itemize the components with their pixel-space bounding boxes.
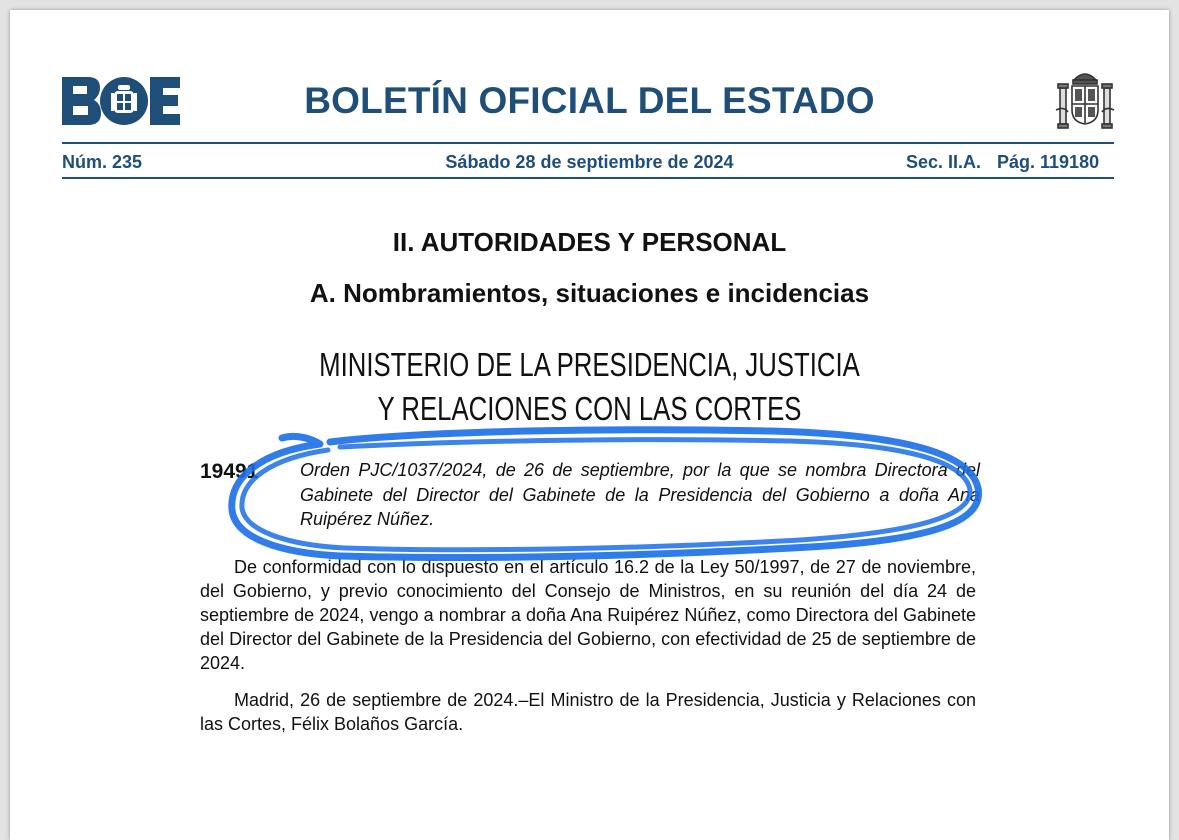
order-body: De conformidad con lo dispuesto en el artículo 16.2 de la Ley 50/1997, de 27 de noviembre, del Gobierno, y previo conocimiento del Consejo de Ministros, en su reunión del día 24 de septiembre de 2024, vengo a nombrar a doña Ana Ruipérez Núñez, como Directora del Gabinete del Director del Gabinete de la Presidencia del Gobierno, con efectividad de 25 de septiembre de 2024.	[200, 557, 976, 673]
section-subtitle: A. Nombramientos, situaciones e incidencias	[309, 278, 870, 308]
document-page	[10, 10, 1169, 840]
section-title: II. AUTORIDADES Y PERSONAL	[392, 227, 787, 257]
issue-number: Núm. 235	[62, 152, 143, 172]
issue-date: Sábado 28 de septiembre de 2024	[445, 152, 734, 172]
ministry-line-1: MINISTERIO DE LA PRESIDENCIA, JUSTICIA	[319, 346, 860, 383]
section-code: Sec. II.A.	[906, 152, 982, 172]
page-number: Pág. 119180	[997, 152, 1100, 172]
order-signature: Madrid, 26 de septiembre de 2024.–El Ministro de la Presidencia, Justicia y Relaciones con las Cortes, Félix Bolaños García.	[200, 690, 976, 734]
order-summary: Orden PJC/1037/2024, de 26 de septiembre, por la que se nombra Directora del Gabinete del Director del Gabinete de la Presidencia del Gobierno a doña Ana Ruipérez Núñez.	[300, 460, 980, 529]
header-rule-bottom	[62, 177, 1114, 179]
entry-number: 19491	[200, 460, 259, 483]
ministry-line-2: Y RELACIONES CON LAS CORTES	[377, 390, 802, 427]
gazette-title: BOLETÍN OFICIAL DEL ESTADO	[304, 80, 875, 121]
coat-of-arms-icon	[1054, 66, 1116, 132]
header-rule-top	[62, 142, 1114, 144]
